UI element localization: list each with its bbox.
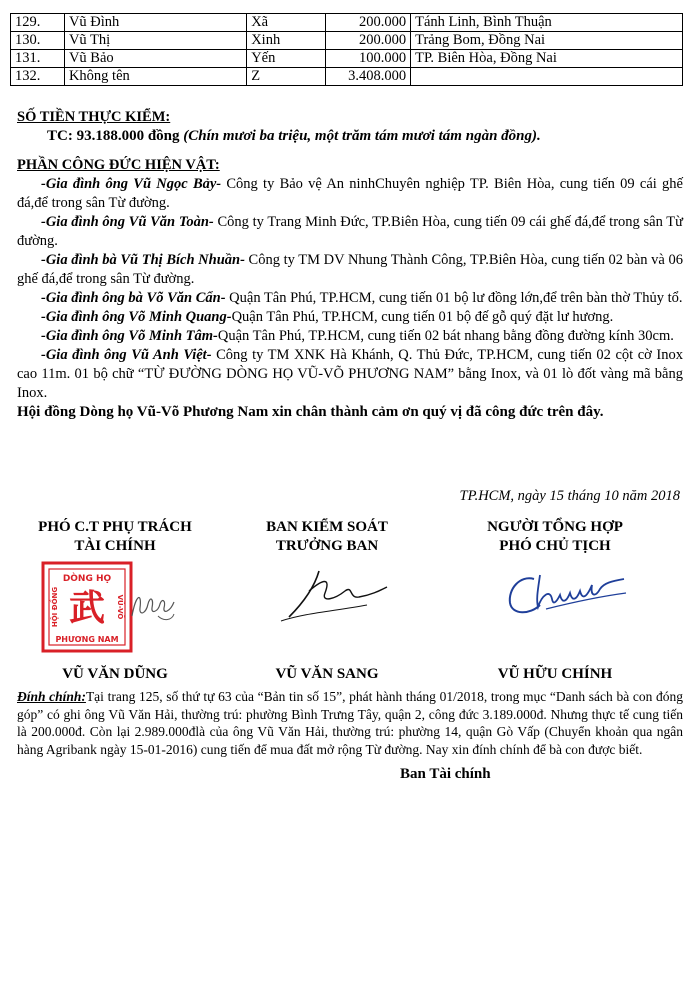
- inkind-description: Công ty TM XNK Hà Khánh, Q. Thủ Đức, TP.HCM, cung tiến 02 cột cờ Inox cao 11m. 01 bộ chữ “TỪ ĐƯỜNG DÒNG HỌ VŨ-VÕ PHƯƠNG NAM” bằng Inox, và 01 lò đốt vàng mã bằng Inox.: [17, 347, 683, 401]
- donor-last-name: Vũ Thị: [64, 32, 246, 50]
- donor-table: [10, 13, 683, 86]
- donor-location: [411, 68, 683, 86]
- table-row: [11, 14, 683, 32]
- signatory-subtitle: TÀI CHÍNH: [74, 538, 156, 554]
- signatory-subtitle: TRƯỞNG BAN: [275, 538, 379, 554]
- donor-last-name: Vũ Đình: [64, 14, 246, 32]
- inkind-item: [17, 175, 683, 213]
- inkind-description: Quận Tân Phú, TP.HCM, cung tiến 02 bát nhang bằng đồng đường kính 30cm.: [217, 328, 674, 344]
- clan-seal-stamp: [40, 560, 134, 654]
- inkind-donor: -Gia đình ông bà Võ Văn Cẩn-: [41, 290, 226, 306]
- signatory-subtitle: PHÓ CHỦ TỊCH: [499, 538, 611, 554]
- table-row: [11, 50, 683, 68]
- inkind-description: Công ty Bảo vệ An ninhChuyên nghiệp TP. Biên Hòa, cung tiến 09 cái ghế đá,để trong sân Từ đường.: [17, 176, 683, 211]
- donor-location: Tánh Linh, Bình Thuận: [411, 14, 683, 32]
- signatory-name: VŨ HỮU CHÍNH: [497, 666, 613, 682]
- svg-text:DÒNG HỌ: DÒNG HỌ: [62, 574, 112, 584]
- donor-location: Trảng Bom, Đồng Nai: [411, 32, 683, 50]
- inkind-item: [17, 327, 683, 346]
- inkind-list: [17, 175, 683, 403]
- erratum-note: [17, 688, 683, 758]
- signature-vu-huu-chinh: [500, 565, 630, 625]
- donation-amount: 3.408.000: [325, 68, 411, 86]
- inkind-donor: -Gia đình ông Vũ Anh Việt-: [41, 347, 212, 363]
- inkind-item: [17, 346, 683, 403]
- signature-vu-van-sang: [275, 565, 395, 625]
- inkind-donor: -Gia đình ông Võ Minh Tâm-: [41, 328, 218, 344]
- signature-vu-van-dung: [128, 586, 178, 626]
- svg-text:武: 武: [68, 587, 106, 629]
- erratum-text: Tại trang 125, số thứ tự 63 của “Bản tin số 15”, phát hành tháng 01/2018, trong mục “Danh sách bà con đóng góp” có ghi ông Vũ Văn Hải, thường trú: phường Bình Trưng Tây, quận 2, công đức 3.189.000đ. Nhưng thực tế cung tiến là 200.000đ. Còn lại 2.989.000đlà của ông Vũ Văn Hải, thường trú: phường 14, quận Gò Vấp (Chuyển khoản qua ngân hàng Agribank ngày 15-01-2016) cung tiến để mua đất mở rộng Từ đường. Nay xin đính chính để bà con được biết.: [17, 689, 683, 757]
- inkind-donor: -Gia đình bà Vũ Thị Bích Nhuần-: [41, 252, 245, 268]
- donor-first-name: Xinh: [247, 32, 325, 50]
- svg-text:PHƯƠNG NAM: PHƯƠNG NAM: [55, 635, 119, 644]
- table-row: [11, 68, 683, 86]
- svg-text:HỘI ĐỒNG: HỘI ĐỒNG: [51, 586, 59, 628]
- donation-amount: 200.000: [325, 32, 411, 50]
- inkind-donor: -Gia đình ông Vũ Ngọc Bảy-: [41, 176, 222, 192]
- erratum-label: Đính chính:: [17, 689, 86, 704]
- cash-total: [17, 127, 683, 146]
- inkind-item: [17, 213, 683, 251]
- inkind-heading: PHẦN CÔNG ĐỨC HIỆN VẬT:: [17, 157, 220, 173]
- signatory-name: VŨ VĂN SANG: [275, 666, 379, 682]
- signatory-summary: [445, 518, 665, 556]
- inkind-description: Công ty TM DV Nhung Thành Công, TP.Biên Hòa, cung tiến 02 bàn và 06 ghế đá,để trong sân Từ đường.: [17, 252, 683, 287]
- donor-first-name: Yến: [247, 50, 325, 68]
- donor-last-name: Vũ Bảo: [64, 50, 246, 68]
- cash-total-amount: TC: 93.188.000 đồng: [47, 128, 180, 144]
- donor-last-name: Không tên: [64, 68, 246, 86]
- thanks-line: Hội đồng Dòng họ Vũ-Võ Phương Nam xin chân thành cảm ơn quý vị đã công đức trên đây.: [17, 404, 604, 420]
- signatory-finance: [5, 518, 225, 556]
- cash-section: [17, 108, 683, 146]
- inkind-donor: -Gia đình ông Vũ Văn Toàn-: [41, 214, 214, 230]
- signatory-title: BAN KIỂM SOÁT: [266, 519, 388, 535]
- row-number: 131.: [11, 50, 65, 68]
- svg-text:VŨ-VÕ: VŨ-VÕ: [116, 594, 124, 620]
- inkind-item: [17, 308, 683, 327]
- inkind-description: Quận Tân Phú, TP.HCM, cung tiến 01 bộ lư đồng lớn,để trên bàn thờ Thủy tổ.: [225, 290, 683, 306]
- inkind-section: [17, 156, 683, 422]
- donor-location: TP. Biên Hòa, Đồng Nai: [411, 50, 683, 68]
- cash-heading: SỐ TIỀN THỰC KIỂM:: [17, 109, 171, 125]
- dateline: TP.HCM, ngày 15 tháng 10 năm 2018: [459, 488, 680, 504]
- signatory-title: PHÓ C.T PHỤ TRÁCH: [38, 519, 192, 535]
- donor-first-name: Xã: [247, 14, 325, 32]
- row-number: 130.: [11, 32, 65, 50]
- donor-first-name: Z: [247, 68, 325, 86]
- signatory-title: NGƯỜI TỔNG HỢP: [487, 519, 623, 535]
- donation-amount: 100.000: [325, 50, 411, 68]
- signatory-name: VŨ VĂN DŨNG: [62, 666, 168, 682]
- inkind-item: [17, 289, 683, 308]
- inkind-description: Quận Tân Phú, TP.HCM, cung tiến 01 bộ đế gỗ quý đặt lư hương.: [231, 309, 614, 325]
- donation-amount: 200.000: [325, 14, 411, 32]
- cash-total-words: (Chín mươi ba triệu, một trăm tám mươi tám ngàn đồng).: [183, 128, 541, 144]
- inkind-item: [17, 251, 683, 289]
- sign-off: Ban Tài chính: [400, 766, 491, 782]
- row-number: 129.: [11, 14, 65, 32]
- inkind-donor: -Gia đình ông Võ Minh Quang-: [41, 309, 232, 325]
- table-row: [11, 32, 683, 50]
- row-number: 132.: [11, 68, 65, 86]
- signatory-control: [217, 518, 437, 556]
- inkind-description: Công ty Trang Minh Đức, TP.Biên Hòa, cung tiến 09 cái ghế đá,để trong sân Từ đường.: [17, 214, 683, 249]
